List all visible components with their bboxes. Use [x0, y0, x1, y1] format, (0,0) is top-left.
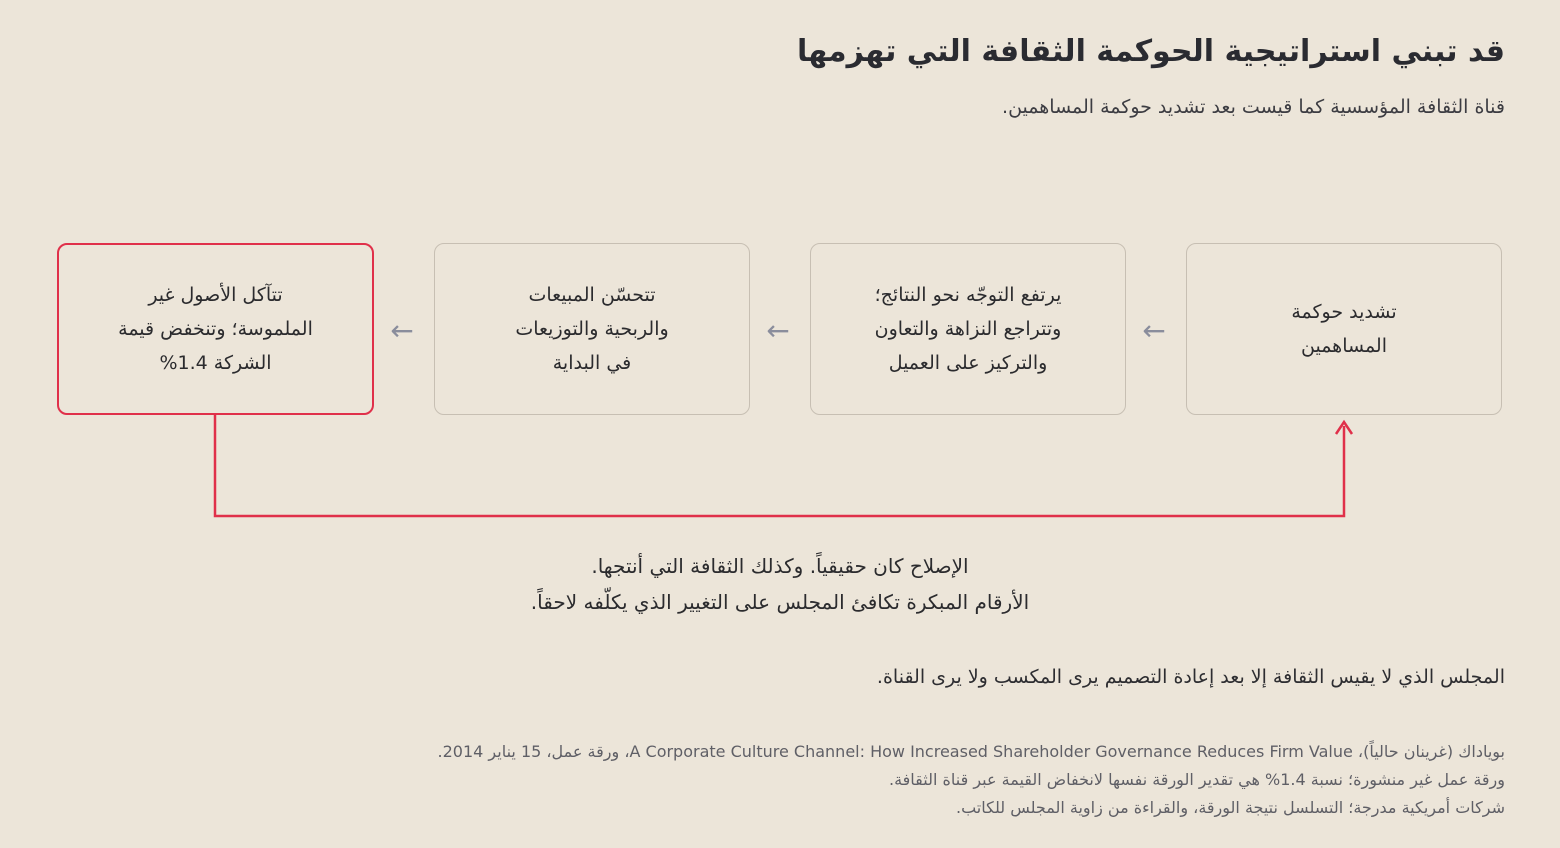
arrow-glyph: ←: [766, 313, 790, 347]
step-label: يرتفع التوجّه نحو النتائج؛ وتتراجع النزاهة والتعاون والتركيز على العميل: [874, 284, 1062, 374]
page-subtitle: قناة الثقافة المؤسسية كما قيست بعد تشديد حوكمة المساهمين.: [1002, 96, 1505, 118]
arrow-left-icon: [382, 312, 422, 348]
insight-line-1: الإصلاح كان حقيقياً. وكذلك الثقافة التي أنتجها.: [591, 554, 969, 578]
step-early-gains: [434, 243, 750, 415]
source-line-1: بوياداك (غرينان حالياً)، A Corporate Culture Channel: How Increased Shareholder Governance Reduces Firm Value، ورقة عمل، 15 يناير 2014.: [437, 742, 1505, 761]
board-statement: المجلس الذي لا يقيس الثقافة إلا بعد إعادة التصميم يرى المكسب ولا يرى القناة.: [876, 666, 1505, 688]
step-culture-shift: [810, 243, 1126, 415]
step-label: تتحسّن المبيعات والربحية والتوزيعات في البداية: [515, 284, 669, 374]
step-tighten-governance: [1186, 243, 1502, 415]
insight-line-2: الأرقام المبكرة تكافئ المجلس على التغيير الذي يكلّفه لاحقاً.: [530, 590, 1030, 614]
arrow-left-icon: [758, 312, 798, 348]
arrow-glyph: ←: [390, 313, 414, 347]
source-line-2: ورقة عمل غير منشورة؛ نسبة 1.4% هي تقدير الورقة نفسها لانخفاض القيمة عبر قناة الثقافة.: [888, 770, 1505, 789]
insight-text: [380, 548, 1180, 620]
step-label: تشديد حوكمة المساهمين: [1291, 301, 1397, 357]
sources-notes: [105, 738, 1505, 822]
page-title: قد تبني استراتيجية الحوكمة الثقافة التي تهزمها: [796, 34, 1505, 69]
arrow-left-icon: [1134, 312, 1174, 348]
source-line-3: شركات أمريكية مدرجة؛ التسلسل نتيجة الورقة، والقراءة من زاوية المجلس للكاتب.: [956, 798, 1505, 817]
step-label: تتآكل الأصول غير الملموسة؛ وتنخفض قيمة الشركة 1.4%: [118, 284, 313, 374]
step-value-decline: [57, 243, 374, 415]
feedback-loop-line: [215, 415, 1344, 516]
arrow-glyph: ←: [1142, 313, 1166, 347]
